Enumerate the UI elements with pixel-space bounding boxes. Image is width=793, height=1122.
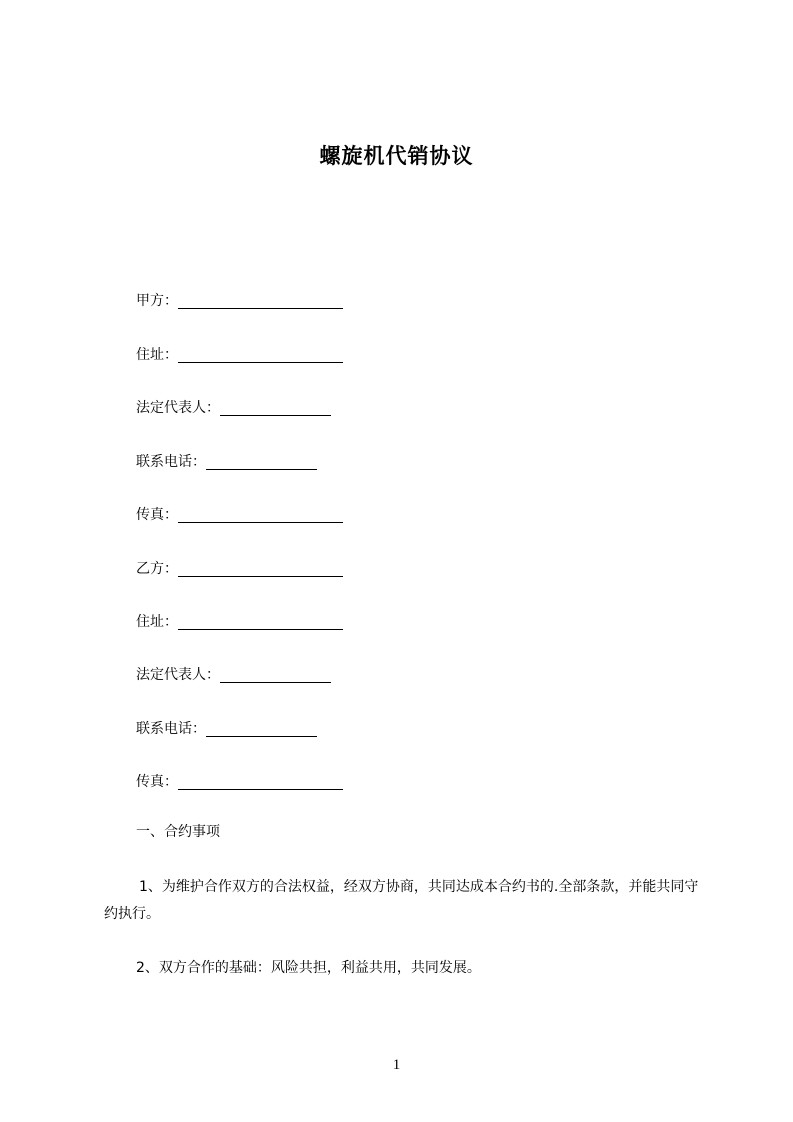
party-a-name-label: 甲方： — [136, 293, 178, 309]
party-b-phone-label: 联系电话： — [136, 721, 206, 737]
party-a-name-field — [136, 291, 343, 311]
section-heading: 一、合约事项 — [136, 824, 220, 840]
party-a-legal-rep-field — [136, 398, 331, 418]
party-b-phone-blank[interactable] — [206, 722, 317, 737]
party-a-address-blank[interactable] — [178, 348, 343, 363]
party-b-name-blank[interactable] — [178, 562, 343, 577]
party-b-address-blank[interactable] — [178, 615, 343, 630]
party-b-fax-label: 传真： — [136, 774, 178, 790]
party-b-address-label: 住址： — [136, 614, 178, 630]
party-b-legal-rep-blank[interactable] — [220, 668, 331, 683]
document-title: 螺旋机代销协议 — [319, 144, 474, 168]
party-b-legal-rep-field — [136, 665, 331, 685]
party-a-phone-blank[interactable] — [206, 455, 317, 470]
party-a-address-field — [136, 345, 343, 365]
party-a-fax-blank[interactable] — [178, 508, 343, 523]
party-a-legal-rep-label: 法定代表人： — [136, 400, 220, 416]
party-a-fax-field — [136, 505, 343, 525]
party-b-legal-rep-label: 法定代表人： — [136, 667, 220, 683]
party-b-fax-blank[interactable] — [178, 775, 343, 790]
party-a-phone-label: 联系电话： — [136, 454, 206, 470]
clause-2: 2、双方合作的基础：风险共担，利益共用，共同发展。 — [136, 960, 481, 976]
party-a-name-blank[interactable] — [178, 294, 343, 309]
clause-1: 1、为维护合作双方的合法权益，经双方协商，共同达成本合约书的.全部条款，并能共同守约执行。 — [104, 879, 699, 922]
party-a-fax-label: 传真： — [136, 507, 178, 523]
party-b-phone-field — [136, 719, 317, 739]
party-b-fax-field — [136, 772, 343, 792]
party-b-name-label: 乙方： — [136, 561, 178, 577]
party-a-address-label: 住址： — [136, 347, 178, 363]
party-a-phone-field — [136, 452, 317, 472]
party-a-legal-rep-blank[interactable] — [220, 401, 331, 416]
party-b-address-field — [136, 612, 343, 632]
page-number: 1 — [392, 1057, 401, 1073]
party-b-name-field — [136, 559, 343, 579]
